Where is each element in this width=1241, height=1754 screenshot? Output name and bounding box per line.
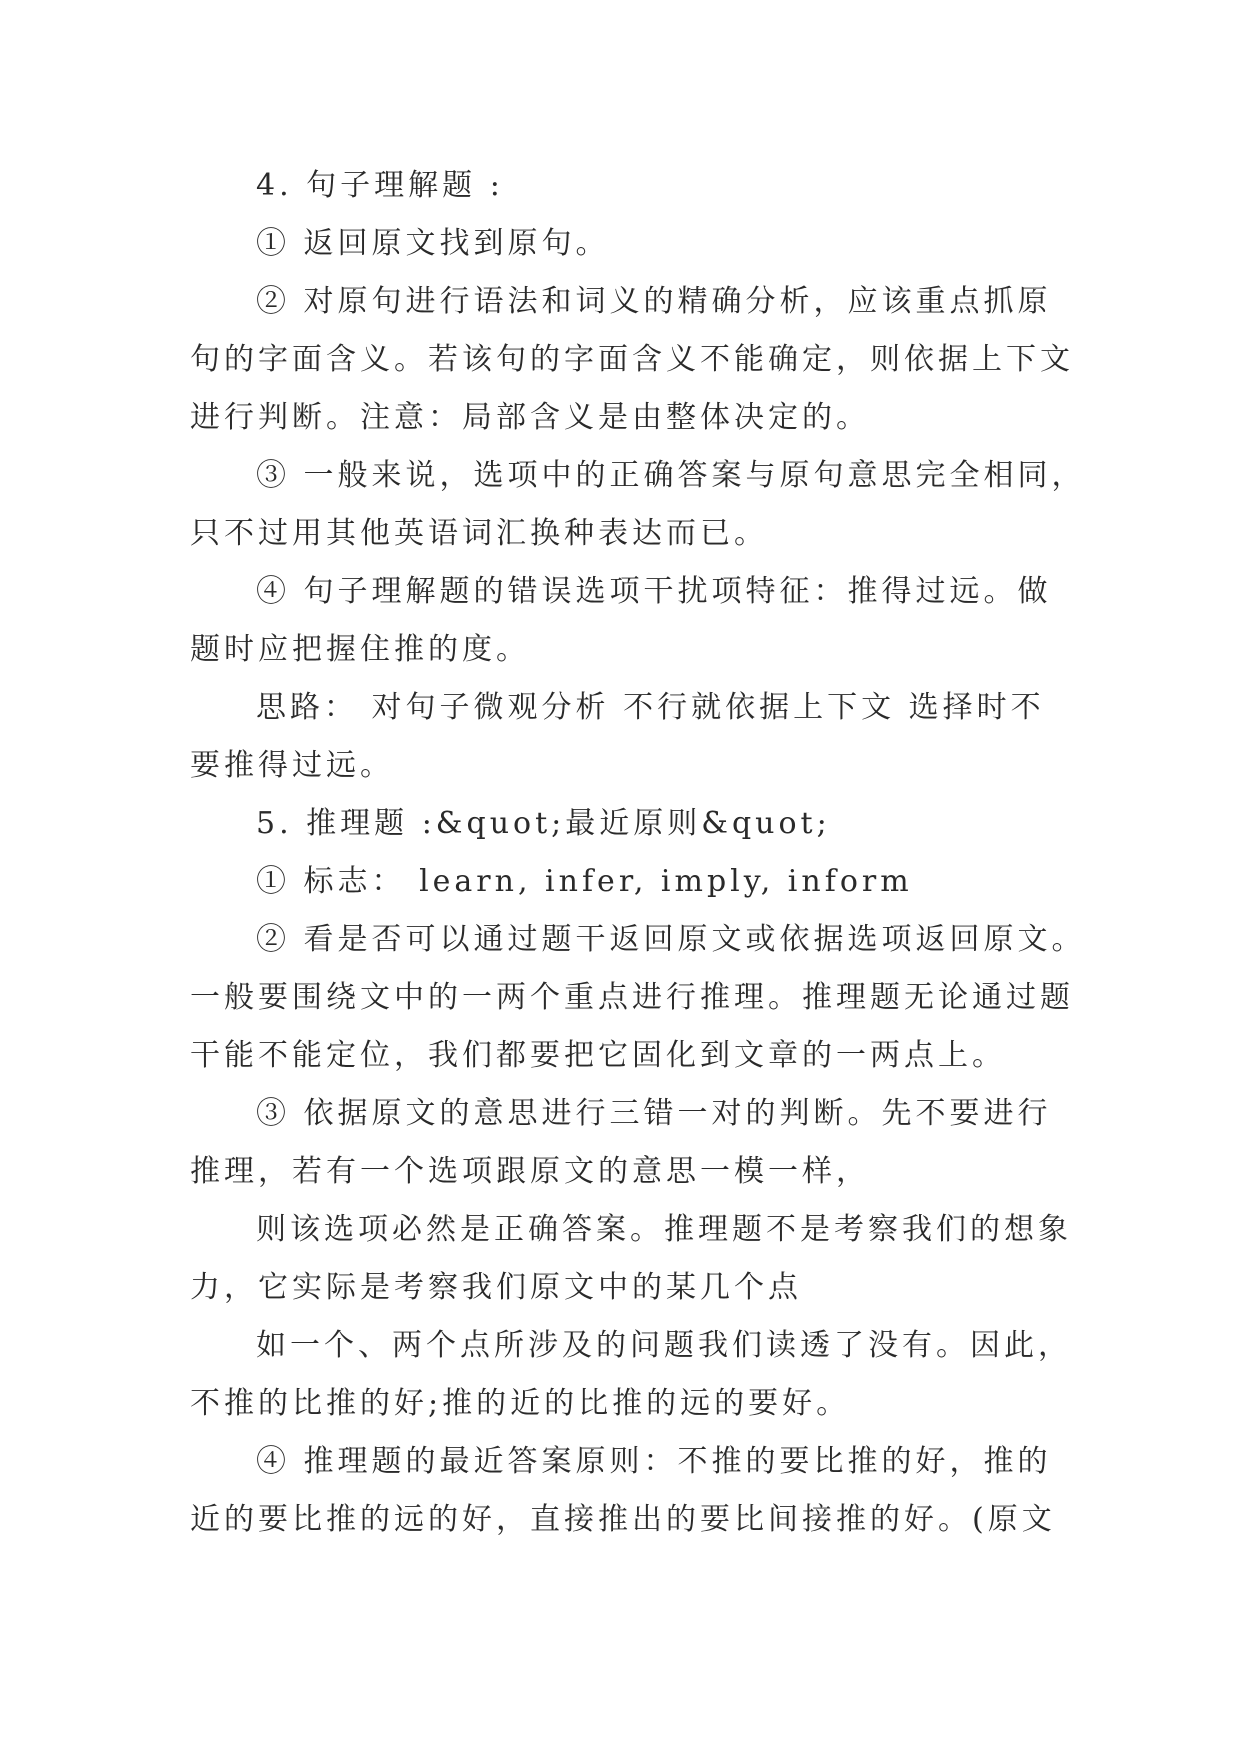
paragraph-line: ① 标志： learn, infer, imply, inform	[256, 864, 913, 899]
paragraph-line: 不推的比推的好;推的近的比推的远的要好。	[190, 1386, 851, 1421]
paragraph-line: 思路： 对句子微观分析 不行就依据上下文 选择时不	[256, 690, 1045, 725]
paragraph-line: 一般要围绕文中的一两个重点进行推理。推理题无论通过题	[190, 980, 1074, 1015]
paragraph-line: 力，它实际是考察我们原文中的某几个点	[190, 1270, 802, 1305]
paragraph-line: 近的要比推的远的好，直接推出的要比间接推的好。(原文	[190, 1502, 1056, 1537]
paragraph-line: 句的字面含义。若该句的字面含义不能确定，则依据上下文	[190, 342, 1074, 377]
paragraph-line: ④ 推理题的最近答案原则：不推的要比推的好，推的	[256, 1444, 1052, 1479]
paragraph-line: ④ 句子理解题的错误选项干扰项特征：推得过远。做	[256, 574, 1052, 609]
paragraph-line: 推理，若有一个选项跟原文的意思一模一样，	[190, 1154, 870, 1189]
paragraph-line: 要推得过远。	[190, 748, 394, 783]
paragraph-line: 进行判断。注意：局部含义是由整体决定的。	[190, 400, 870, 435]
heading-sentence-comprehension: 4. 句子理解题 :	[256, 168, 504, 203]
heading-inference: 5. 推理题 :&quot;最近原则&quot;	[256, 806, 831, 841]
paragraph-line: ③ 一般来说，选项中的正确答案与原句意思完全相同，	[256, 458, 1086, 493]
paragraph-line: ③ 依据原文的意思进行三错一对的判断。先不要进行	[256, 1096, 1052, 1131]
paragraph-line: 则该选项必然是正确答案。推理题不是考察我们的想象	[256, 1212, 1072, 1247]
paragraph-line: ② 看是否可以通过题干返回原文或依据选项返回原文。	[256, 922, 1086, 957]
paragraph-line: 题时应把握住推的度。	[190, 632, 530, 667]
paragraph-line: ① 返回原文找到原句。	[256, 226, 610, 261]
paragraph-line: ② 对原句进行语法和词义的精确分析，应该重点抓原	[256, 284, 1052, 319]
paragraph-line: 如一个、两个点所涉及的问题我们读透了没有。因此，	[256, 1328, 1072, 1363]
paragraph-line: 只不过用其他英语词汇换种表达而已。	[190, 516, 768, 551]
paragraph-line: 干能不能定位，我们都要把它固化到文章的一两点上。	[190, 1038, 1006, 1073]
